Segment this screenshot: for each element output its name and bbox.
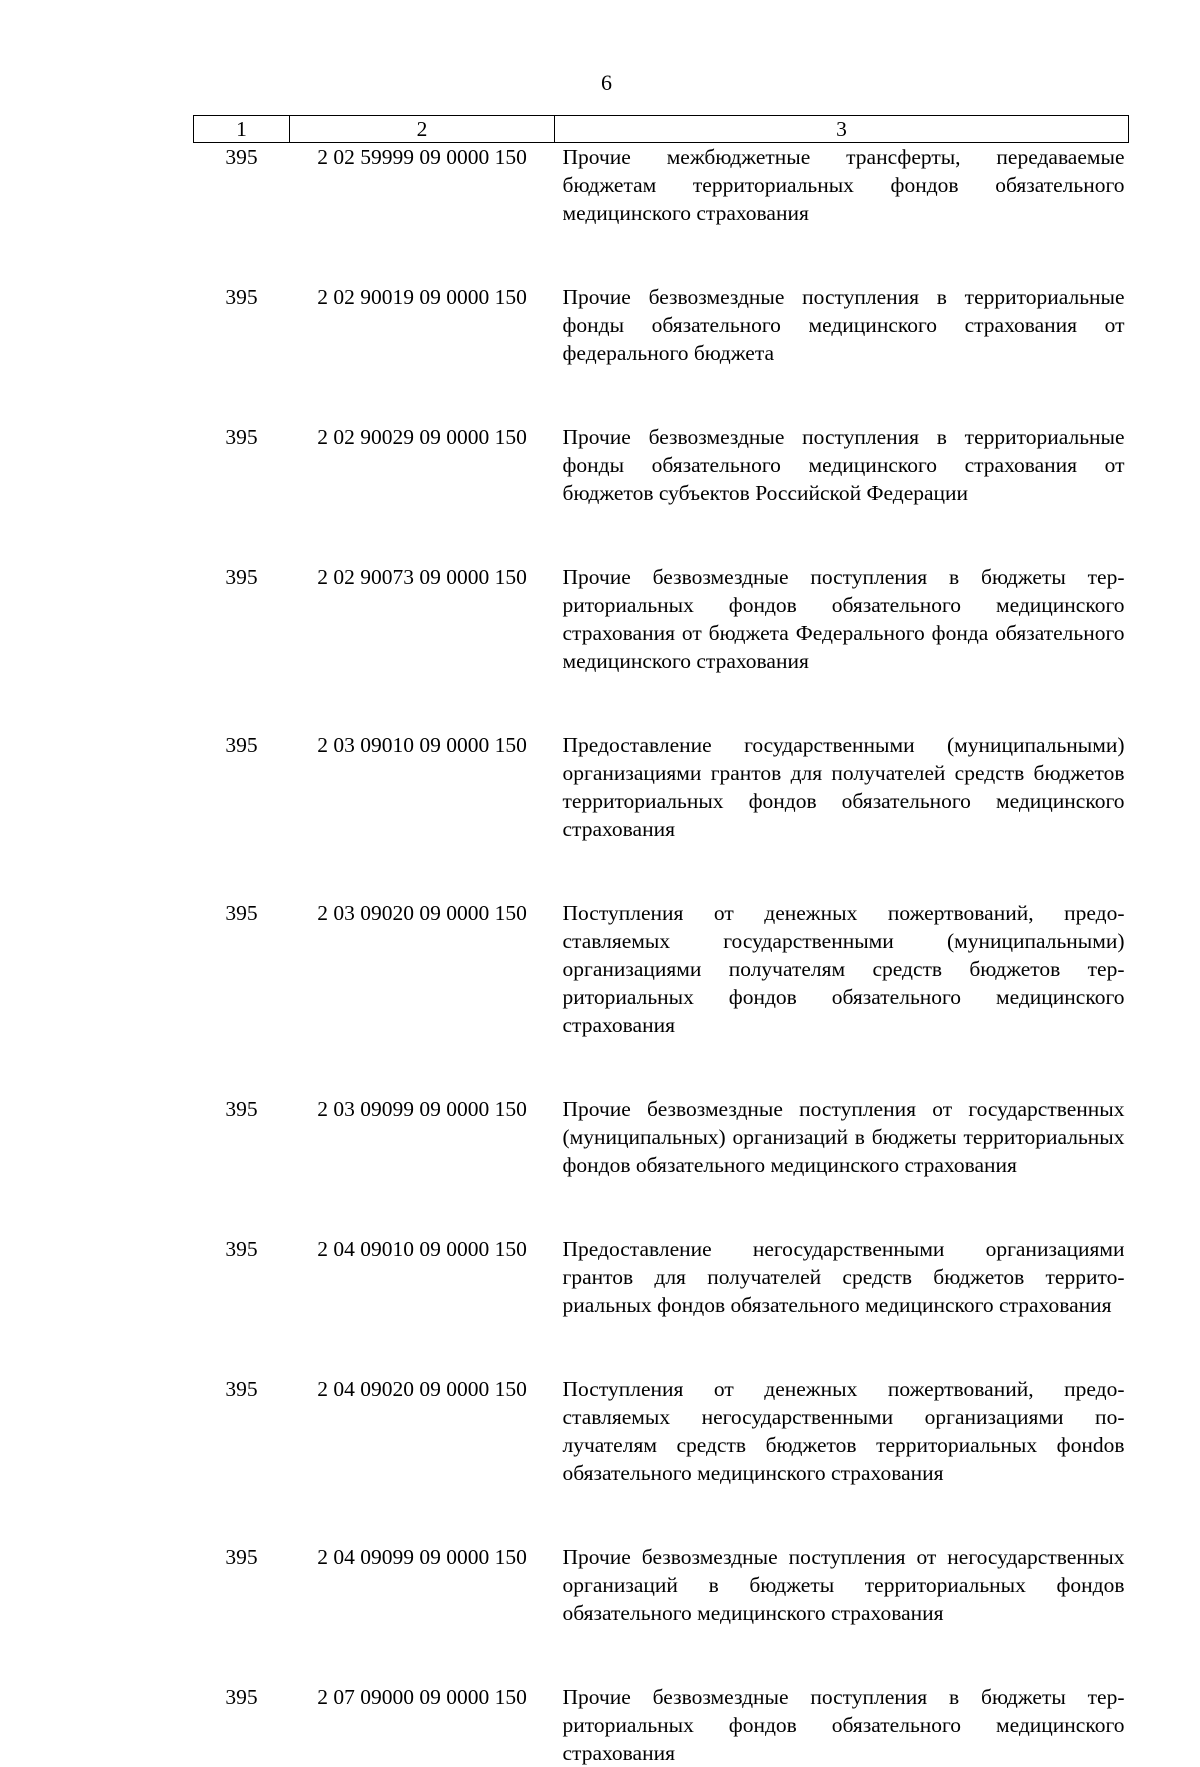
budget-code: 2 04 09020 09 0000 150 <box>317 1377 527 1401</box>
income-description: Предоставление государственными (муниципальными) организациями грантов для получателей средств бюджетов территориальных фондов обязательного медицинского страхования <box>562 733 1125 841</box>
income-description: Предоставление негосударственными организациями грантов для получателей средств бюджетов территориальных фондов обязательного медицинского страхования <box>562 1237 1125 1317</box>
table-row <box>194 1683 1129 1767</box>
budget-code: 2 02 90073 09 0000 150 <box>317 565 527 589</box>
table-row <box>194 1375 1129 1543</box>
income-description: Прочие безвозмездные поступления в территориальные фонды обязательного медицинского страхования от бюджетов субъектов Российской Федерации <box>562 425 1125 505</box>
budget-code: 2 03 09010 09 0000 150 <box>317 733 527 757</box>
admin-code: 395 <box>225 565 258 589</box>
admin-code: 395 <box>225 733 258 757</box>
admin-code: 395 <box>225 285 258 309</box>
table-row <box>194 731 1129 899</box>
table-row <box>194 283 1129 423</box>
income-description: Прочие межбюджетные трансферты, передаваемые бюджетам территориальных фондов обязательного медицинского страхования <box>562 145 1125 225</box>
column-header-2: 2 <box>290 116 555 143</box>
table-row <box>194 1095 1129 1235</box>
table-row <box>194 143 1129 284</box>
column-header-3: 3 <box>555 116 1129 143</box>
income-description: Поступления от денежных пожертвований, предоставляемых государственными (муниципальными) организациями получателям средств бюджетов территориальных фондов обязательного медицинского страхования <box>562 901 1125 1037</box>
table-row <box>194 899 1129 1095</box>
admin-code: 395 <box>225 1377 258 1401</box>
budget-code: 2 02 90019 09 0000 150 <box>317 285 527 309</box>
admin-code: 395 <box>225 901 258 925</box>
admin-code: 395 <box>225 1545 258 1569</box>
budget-code: 2 04 09099 09 0000 150 <box>317 1545 527 1569</box>
page-number: 6 <box>601 70 612 95</box>
income-description: Прочие безвозмездные поступления от негосударственных организаций в бюджеты территориальных фондов обязательного медицинского страхования <box>562 1545 1125 1625</box>
budget-code: 2 03 09020 09 0000 150 <box>317 901 527 925</box>
column-header-1: 1 <box>194 116 290 143</box>
table-row <box>194 1543 1129 1683</box>
budget-codes-table <box>193 115 1129 1767</box>
income-description: Прочие безвозмездные поступления в бюджеты территориальных фондов обязательного медицинского страхования <box>562 1685 1125 1765</box>
budget-code: 2 04 09010 09 0000 150 <box>317 1237 527 1261</box>
budget-code: 2 07 09000 09 0000 150 <box>317 1685 527 1709</box>
admin-code: 395 <box>225 1237 258 1261</box>
income-description: Прочие безвозмездные поступления в бюджеты территориальных фондов обязательного медицинского страхования от бюджета Федерального фонда обязательного медицинского страхования <box>562 565 1125 673</box>
income-description: Поступления от денежных пожертвований, предоставляемых негосударственными организациями получателям средств бюджетов территориальных фонdов обязательного медицинского страхования <box>562 1377 1125 1485</box>
income-description: Прочие безвозмездные поступления от государственных (муниципальных) организаций в бюджеты территориальных фондов обязательного медицинского страхования <box>562 1097 1125 1177</box>
admin-code: 395 <box>225 145 258 169</box>
budget-code: 2 02 90029 09 0000 150 <box>317 425 527 449</box>
income-description: Прочие безвозмездные поступления в территориальные фонды обязательного медицинского страхования от федерального бюджета <box>562 285 1125 365</box>
table-row <box>194 423 1129 563</box>
budget-code: 2 02 59999 09 0000 150 <box>317 145 527 169</box>
admin-code: 395 <box>225 1685 258 1709</box>
budget-code: 2 03 09099 09 0000 150 <box>317 1097 527 1121</box>
table-header-row <box>194 116 1129 143</box>
table-row <box>194 1235 1129 1375</box>
admin-code: 395 <box>225 1097 258 1121</box>
admin-code: 395 <box>225 425 258 449</box>
table-row <box>194 563 1129 731</box>
